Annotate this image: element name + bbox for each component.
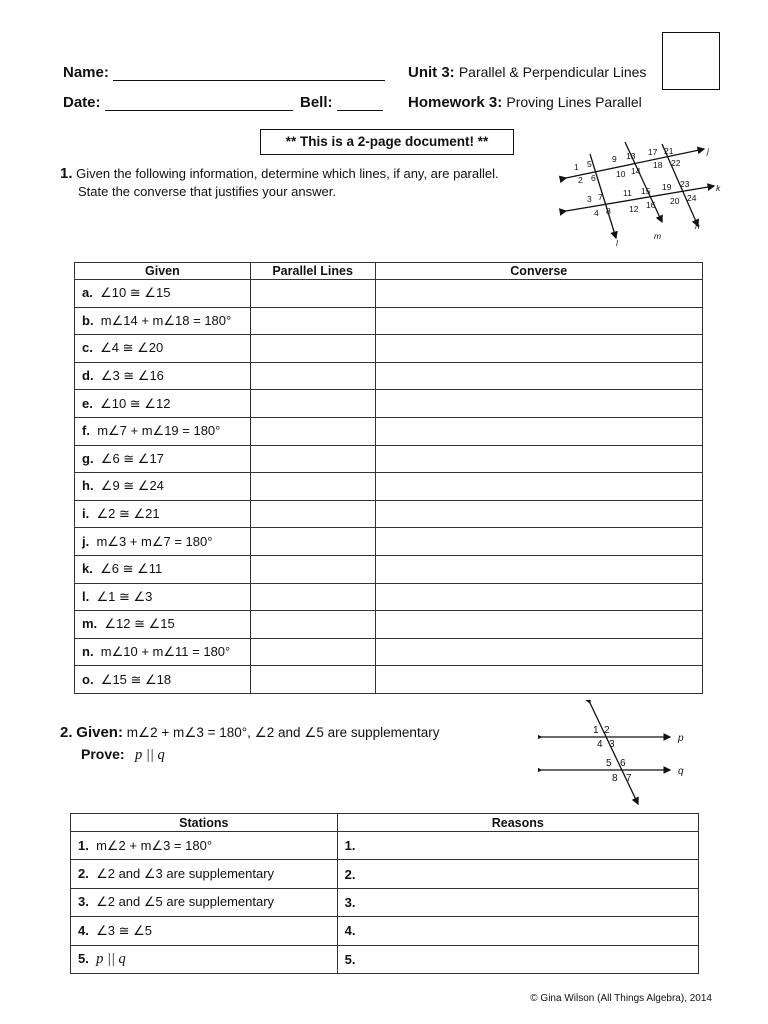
svg-text:22: 22 — [671, 158, 681, 168]
table-row: m. ∠12 ≅ ∠15 — [75, 611, 703, 639]
q1-line2: State the converse that justifies your answer. — [78, 184, 336, 199]
svg-text:3: 3 — [587, 194, 592, 204]
unit-title: Unit 3: Parallel & Perpendicular Lines — [408, 64, 647, 81]
col-reasons: Reasons — [337, 814, 698, 832]
converse-answer[interactable] — [375, 583, 702, 611]
svg-text:6: 6 — [620, 758, 626, 769]
table-row: l. ∠1 ≅ ∠3 — [75, 583, 703, 611]
table-row: n. m∠10 + m∠11 = 180° — [75, 638, 703, 666]
converse-answer[interactable] — [375, 280, 702, 308]
svg-text:9: 9 — [612, 154, 617, 164]
table-row: c. ∠4 ≅ ∠20 — [75, 335, 703, 363]
parallel-answer[interactable] — [250, 666, 375, 694]
q1-diagram — [558, 134, 730, 248]
q2-given — [60, 724, 520, 741]
svg-text:4: 4 — [597, 739, 603, 750]
table-row: 4. ∠3 ≅ ∠5 4. — [71, 917, 699, 945]
svg-text:5: 5 — [587, 159, 592, 169]
svg-text:15: 15 — [641, 186, 651, 196]
table-row: i. ∠2 ≅ ∠21 — [75, 500, 703, 528]
table-row: h. ∠9 ≅ ∠24 — [75, 473, 703, 501]
svg-text:3: 3 — [609, 739, 615, 750]
parallel-answer[interactable] — [250, 390, 375, 418]
svg-text:18: 18 — [653, 160, 663, 170]
svg-text:20: 20 — [670, 196, 680, 206]
svg-text:7: 7 — [626, 773, 632, 784]
reason-answer[interactable]: 1. — [337, 832, 698, 860]
svg-text:11: 11 — [623, 188, 632, 198]
table-row: a. ∠10 ≅ ∠15 — [75, 280, 703, 308]
prove-label: Prove: — [81, 746, 125, 762]
converse-answer[interactable] — [375, 500, 702, 528]
name-label: Name: — [63, 64, 109, 81]
converse-answer[interactable] — [375, 555, 702, 583]
homework-title: Homework 3: Proving Lines Parallel — [408, 94, 642, 111]
svg-text:l: l — [616, 238, 618, 248]
svg-text:5: 5 — [606, 758, 612, 769]
converse-answer[interactable] — [375, 611, 702, 639]
parallel-answer[interactable] — [250, 280, 375, 308]
bell-field[interactable] — [300, 94, 390, 111]
q1-table — [74, 262, 703, 694]
q1-instructions — [60, 165, 540, 201]
q1-line1: Given the following information, determine which lines, if any, are parallel. — [76, 166, 499, 181]
svg-text:24: 24 — [687, 193, 697, 203]
col-stations: Stations — [71, 814, 338, 832]
table-row: 1. m∠2 + m∠3 = 180° 1. — [71, 832, 699, 860]
parallel-answer[interactable] — [250, 307, 375, 335]
col-parallel-lines: Parallel Lines — [250, 263, 375, 280]
converse-answer[interactable] — [375, 666, 702, 694]
converse-answer[interactable] — [375, 417, 702, 445]
parallel-answer[interactable] — [250, 528, 375, 556]
date-label: Date: — [63, 94, 101, 111]
q2-number: 2. — [60, 724, 73, 741]
bell-blank[interactable] — [337, 96, 383, 111]
reason-answer[interactable]: 3. — [337, 888, 698, 916]
table-row: j. m∠3 + m∠7 = 180° — [75, 528, 703, 556]
given-text: m∠2 + m∠3 = 180°, ∠2 and ∠5 are supplementary — [126, 725, 440, 740]
parallel-answer[interactable] — [250, 583, 375, 611]
converse-answer[interactable] — [375, 638, 702, 666]
date-blank[interactable] — [105, 96, 293, 111]
svg-text:6: 6 — [591, 173, 596, 183]
converse-answer[interactable] — [375, 390, 702, 418]
score-box[interactable] — [662, 32, 720, 90]
table-row: k. ∠6 ≅ ∠11 — [75, 555, 703, 583]
parallel-answer[interactable] — [250, 611, 375, 639]
converse-answer[interactable] — [375, 362, 702, 390]
parallel-answer[interactable] — [250, 362, 375, 390]
converse-answer[interactable] — [375, 307, 702, 335]
svg-text:k: k — [716, 183, 721, 193]
converse-answer[interactable] — [375, 528, 702, 556]
svg-text:14: 14 — [631, 166, 641, 176]
table-row: 3. ∠2 and ∠5 are supplementary 3. — [71, 888, 699, 916]
given-label: Given: — [76, 724, 123, 741]
table-row: d. ∠3 ≅ ∠16 — [75, 362, 703, 390]
svg-text:1: 1 — [593, 725, 599, 736]
table-row: g. ∠6 ≅ ∠17 — [75, 445, 703, 473]
col-given: Given — [75, 263, 251, 280]
svg-text:12: 12 — [629, 204, 639, 214]
q2-prove — [81, 746, 281, 764]
svg-text:10: 10 — [616, 169, 626, 179]
svg-text:8: 8 — [612, 773, 618, 784]
svg-text:4: 4 — [594, 208, 599, 218]
parallel-answer[interactable] — [250, 500, 375, 528]
svg-text:1: 1 — [574, 162, 579, 172]
svg-text:n: n — [695, 221, 700, 231]
svg-text:q: q — [678, 766, 684, 777]
table-row: e. ∠10 ≅ ∠12 — [75, 390, 703, 418]
parallel-answer[interactable] — [250, 445, 375, 473]
bell-label: Bell: — [300, 94, 333, 111]
name-blank[interactable] — [113, 66, 385, 81]
table-row: 2. ∠2 and ∠3 are supplementary 2. — [71, 860, 699, 888]
reason-answer[interactable]: 2. — [337, 860, 698, 888]
converse-answer[interactable] — [375, 335, 702, 363]
svg-text:8: 8 — [606, 206, 611, 216]
line-l — [590, 154, 616, 238]
svg-text:7: 7 — [598, 192, 603, 202]
converse-answer[interactable] — [375, 473, 702, 501]
svg-text:13: 13 — [626, 151, 636, 161]
reason-answer[interactable]: 4. — [337, 917, 698, 945]
parallel-answer[interactable] — [250, 417, 375, 445]
svg-text:2: 2 — [604, 725, 610, 736]
parallel-answer[interactable] — [250, 638, 375, 666]
converse-answer[interactable] — [375, 445, 702, 473]
two-page-notice: ** This is a 2-page document! ** — [260, 129, 514, 155]
parallel-answer[interactable] — [250, 473, 375, 501]
col-converse: Converse — [375, 263, 702, 280]
table-row: f. m∠7 + m∠19 = 180° — [75, 417, 703, 445]
svg-text:j: j — [707, 146, 709, 156]
svg-text:21: 21 — [664, 146, 674, 156]
copyright-footer: © Gina Wilson (All Things Algebra), 2014 — [530, 993, 712, 1004]
svg-text:17: 17 — [648, 147, 658, 157]
table-row: b. m∠14 + m∠18 = 180° — [75, 307, 703, 335]
table-row: o. ∠15 ≅ ∠18 — [75, 666, 703, 694]
parallel-answer[interactable] — [250, 335, 375, 363]
parallel-answer[interactable] — [250, 555, 375, 583]
q1-number: 1. — [60, 165, 73, 182]
prove-text: p || q — [135, 747, 165, 763]
table-row: 5. p || q 5. — [71, 945, 699, 973]
date-field[interactable] — [63, 94, 298, 111]
reason-answer[interactable]: 5. — [337, 945, 698, 973]
svg-text:19: 19 — [662, 182, 672, 192]
name-field[interactable] — [63, 64, 393, 81]
q2-proof-table — [70, 813, 699, 974]
transversal — [590, 703, 638, 804]
svg-text:23: 23 — [680, 179, 690, 189]
svg-text:p: p — [678, 733, 684, 744]
q2-diagram — [538, 700, 698, 806]
svg-text:m: m — [654, 231, 662, 241]
svg-text:16: 16 — [646, 200, 656, 210]
svg-text:2: 2 — [578, 175, 583, 185]
